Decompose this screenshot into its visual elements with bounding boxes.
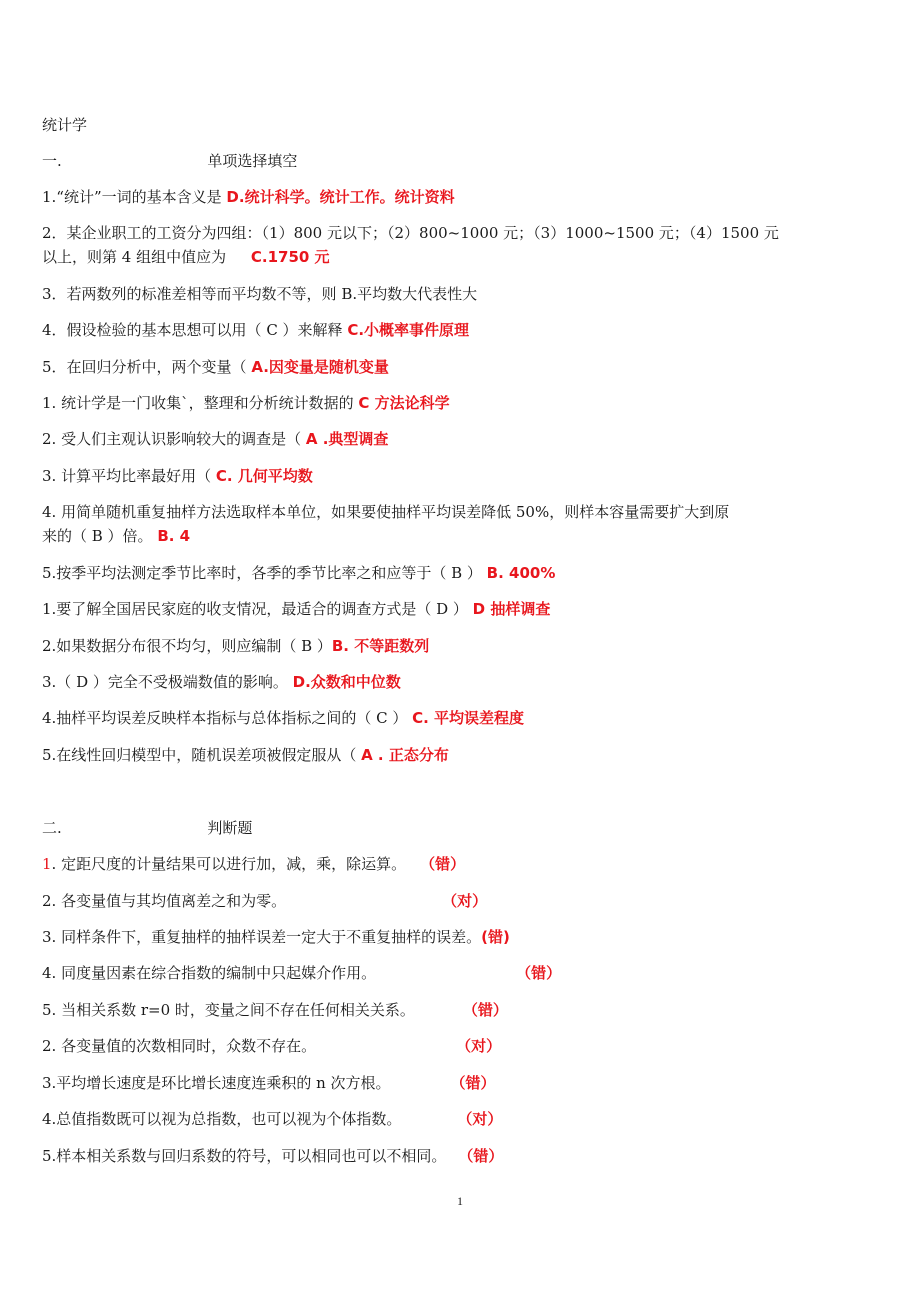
judge-question: 4.总值指数既可以视为总指数，也可以视为个体指数。 （对） <box>42 1110 503 1128</box>
choice-question: 4．假设检验的基本思想可以用（ C ）来解释 C.小概率事件原理 <box>42 321 470 339</box>
answer: C.1750 元 <box>250 248 330 266</box>
judge-question: 3. 同样条件下，重复抽样的抽样误差一定大于不重复抽样的误差。(错) <box>42 928 510 946</box>
answer: B. 400% <box>486 564 556 582</box>
choice-question: 3. 计算平均比率最好用（ C. 几何平均数 <box>42 467 313 485</box>
answer: D.统计科学。统计工作。统计资料 <box>226 188 455 206</box>
section-number: 一. <box>42 152 62 170</box>
answer: A . 正态分布 <box>361 746 449 764</box>
choice-question: 1.要了解全国居民家庭的收支情况，最适合的调查方式是（ D ） D 抽样调查 <box>42 600 551 618</box>
choice-question: 2．某企业职工的工资分为四组：（1）800 元以下；（2）800~1000 元；（3）1000~1500 元；（4）1500 元 <box>42 224 779 242</box>
choice-question: 5.在线性回归模型中，随机误差项被假定服从（ A . 正态分布 <box>42 746 449 764</box>
choice-question: 5．在回归分析中，两个变量（ A.因变量是随机变量 <box>42 358 389 376</box>
choice-question: 1. 统计学是一门收集`，整理和分析统计数据的 C 方法论科学 <box>42 394 450 412</box>
section-number: 二. <box>42 819 62 837</box>
question-number: 1 <box>42 855 52 873</box>
judge-question: 4. 同度量因素在综合指数的编制中只起媒介作用。 （错） <box>42 964 562 982</box>
judge-question: 5.样本相关系数与回归系数的符号，可以相同也可以不相同。 （错） <box>42 1147 504 1165</box>
answer: B. 4 <box>157 527 191 545</box>
answer: （对） <box>456 1037 502 1055</box>
answer: (错) <box>481 928 510 946</box>
choice-question: 3.（ D ）完全不受极端数值的影响。 D.众数和中位数 <box>42 673 401 691</box>
judge-question: 2. 各变量值的次数相同时，众数不存在。 （对） <box>42 1037 502 1055</box>
answer: C. 几何平均数 <box>215 467 313 485</box>
answer: （对） <box>457 1110 503 1128</box>
choice-question: 2. 受人们主观认识影响较大的调查是（ A .典型调查 <box>42 430 389 448</box>
choice-question: 2.如果数据分布很不均匀，则应编制（ B ）B. 不等距数列 <box>42 637 430 655</box>
answer: D.众数和中位数 <box>292 673 401 691</box>
answer: （错） <box>458 1147 504 1165</box>
section-heading-judge <box>42 817 252 839</box>
answer: （错） <box>462 1001 508 1019</box>
answer: （错） <box>420 855 466 873</box>
answer: A.因变量是随机变量 <box>251 358 389 376</box>
answer: （对） <box>442 892 488 910</box>
answer: C.小概率事件原理 <box>347 321 470 339</box>
page-number: 1 <box>457 1194 463 1208</box>
choice-question-continued: 以上，则第 4 组组中值应为 C.1750 元 <box>42 248 330 266</box>
judge-question: 5. 当相关系数 r=0 时，变量之间不存在任何相关关系。 （错） <box>42 1001 508 1019</box>
answer: A .典型调查 <box>305 430 389 448</box>
choice-question: 4. 用简单随机重复抽样方法选取样本单位，如果要使抽样平均误差降低 50%，则样本容量需要扩大到原 <box>42 503 730 521</box>
judge-question: 1. 定距尺度的计量结果可以进行加，减，乘，除运算。 （错） <box>42 855 466 873</box>
document-title: 统计学 <box>42 116 88 134</box>
answer: （错） <box>450 1074 496 1092</box>
answer: D 抽样调查 <box>472 600 551 618</box>
choice-question-continued: 来的（ B ）倍。 B. 4 <box>42 527 191 545</box>
judge-question: 3.平均增长速度是环比增长速度连乘积的 n 次方根。 （错） <box>42 1074 496 1092</box>
choice-question: 4.抽样平均误差反映样本指标与总体指标之间的（ C ） C. 平均误差程度 <box>42 709 525 727</box>
section-title: 判断题 <box>207 819 253 837</box>
choice-question: 5.按季平均法测定季节比率时，各季的季节比率之和应等于（ B ） B. 400% <box>42 564 556 582</box>
section-title: 单项选择填空 <box>207 152 298 170</box>
answer: C 方法论科学 <box>358 394 450 412</box>
choice-question: 3．若两数列的标准差相等而平均数不等，则 B.平均数大代表性大 <box>42 285 478 303</box>
answer: （错） <box>516 964 562 982</box>
answer: B. 不等距数列 <box>331 637 430 655</box>
answer: C. 平均误差程度 <box>412 709 525 727</box>
section-heading-choice <box>42 150 297 172</box>
judge-question: 2. 各变量值与其均值离差之和为零。 （对） <box>42 892 488 910</box>
choice-question: 1.“统计”一词的基本含义是 D.统计科学。统计工作。统计资料 <box>42 188 455 206</box>
